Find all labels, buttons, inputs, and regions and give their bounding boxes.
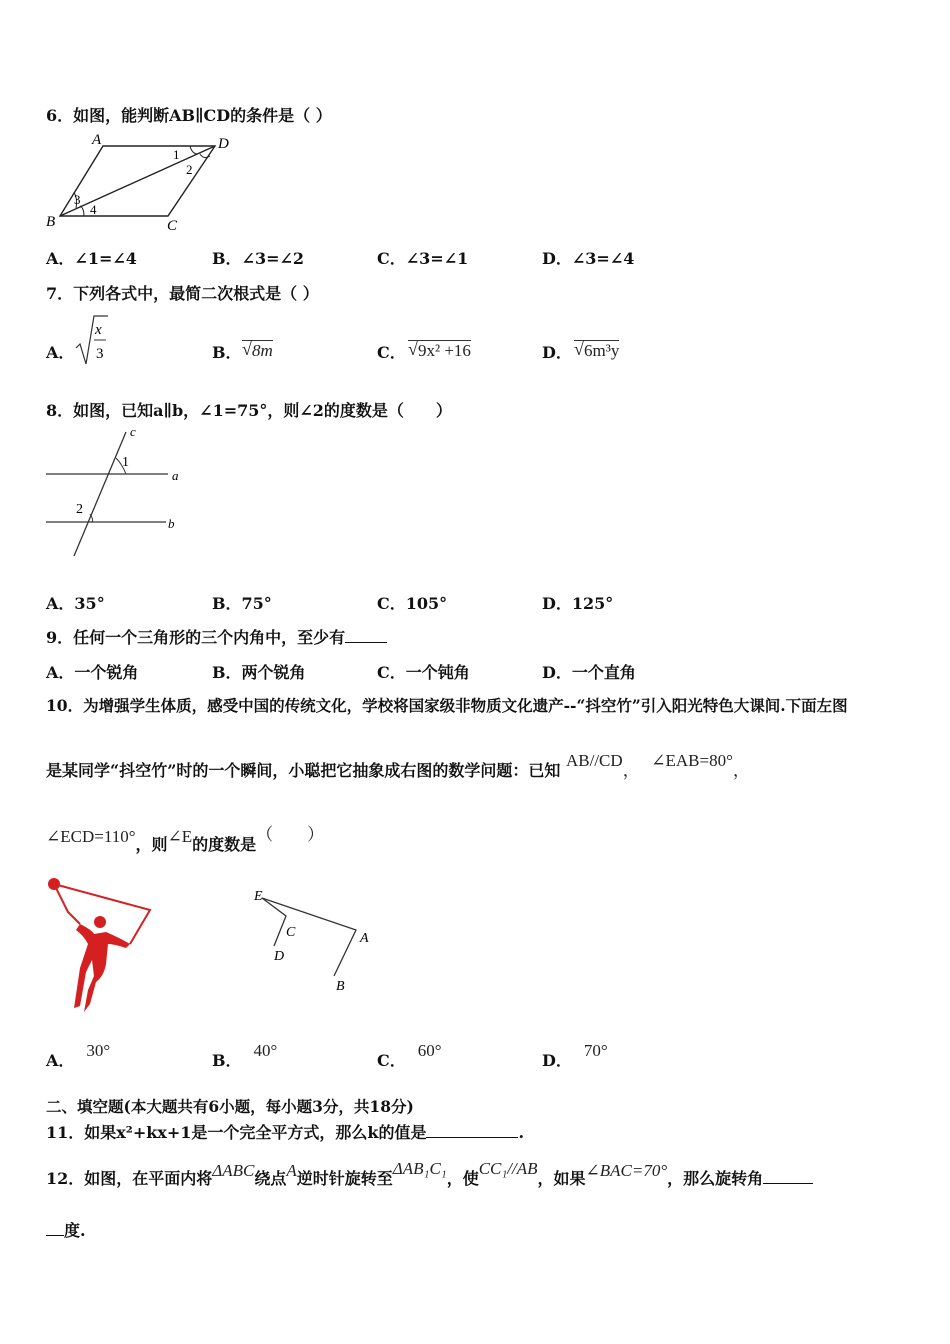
q10-label-D: D (274, 949, 285, 964)
q8-label-a: a (172, 468, 179, 483)
q6-angle-3: 3 (74, 192, 81, 207)
q7-d-radical: √ 6m³y (574, 339, 620, 360)
q6-figure (40, 128, 240, 238)
q12-angle: ∠BAC=70° (585, 1161, 668, 1180)
q8-stem: 8．如图，已知a∥b，∠1=75°，则∠2的度数是（ ） (46, 401, 452, 420)
q9-option-d[interactable]: D．一个直角 (542, 663, 636, 682)
q10-line3: ∠ECD=110°，则∠E的度数是（ ） (46, 825, 325, 854)
q6-option-b[interactable]: B．∠3=∠2 (212, 249, 305, 268)
q8-option-c[interactable]: C．105° (377, 594, 448, 613)
q8-label-b: b (168, 516, 175, 531)
q7-option-b[interactable]: B． (212, 343, 242, 362)
q6-option-d[interactable]: D．∠3=∠4 (542, 249, 635, 268)
q9-option-a[interactable]: A．一个锐角 (46, 663, 139, 682)
q6-angle-2: 2 (186, 162, 193, 177)
q10-option-d[interactable]: D．70° (542, 1041, 608, 1070)
q10-option-c[interactable]: C．60° (377, 1041, 442, 1070)
q12-line2: 度. (46, 1218, 86, 1241)
q7-a-numerator: x (95, 322, 102, 338)
q6-angle-4: 4 (90, 202, 97, 217)
q10-label-E: E (254, 889, 263, 904)
q7-option-c[interactable]: C． (377, 343, 406, 362)
q8-option-d[interactable]: D．125° (542, 594, 614, 613)
q7-b-radical: √ 8m (242, 339, 273, 360)
q11-stem: 11．如果x²+kx+1是一个完全平方式，那么k的值是 . (46, 1123, 525, 1142)
q9-option-b[interactable]: B．两个锐角 (212, 663, 306, 682)
q8-option-b[interactable]: B．75° (212, 594, 272, 613)
q8-label-c: c (130, 424, 136, 439)
q10-option-b[interactable]: B．40° (212, 1041, 278, 1070)
section-2-heading: 二、填空题(本大题共有6小题，每小题3分，共18分) (46, 1097, 414, 1116)
q7-option-d[interactable]: D． (542, 343, 572, 362)
q10-cond3: ∠ECD=110° (46, 827, 136, 846)
q10-angle-e: ∠E (167, 827, 193, 846)
q7-a-radical (72, 312, 112, 368)
q6-label-C: C (167, 218, 178, 234)
q12-stem: 12．如图，在平面内将ΔABC绕点A逆时针旋转至ΔAB₁C₁，使CC₁//AB，如果∠BAC=70°，那么旋转角 (46, 1166, 813, 1189)
q9-option-c[interactable]: C．一个钝角 (377, 663, 470, 682)
q11-blank[interactable] (426, 1123, 518, 1138)
q6-label-A: A (92, 132, 102, 148)
q9-blank[interactable] (345, 628, 387, 643)
q8-option-a[interactable]: A．35° (46, 594, 105, 613)
q7-stem: 7．下列各式中，最简二次根式是（ ） (46, 284, 319, 303)
q8-figure (40, 424, 190, 564)
q6-label-B: B (46, 214, 56, 230)
q10-line2: 是某同学“抖空竹”时的一个瞬间，小聪把它抽象成右图的数学问题：已知 AB//CD， ∠EAB=80°， (46, 751, 750, 780)
q12-blank-2[interactable] (46, 1221, 64, 1236)
q10-label-A: A (360, 931, 369, 946)
q10-photo-figure (40, 872, 160, 1017)
q6-label-D: D (218, 136, 229, 152)
q6-option-c[interactable]: C．∠3=∠1 (377, 249, 469, 268)
q12-condition: CC₁//AB (478, 1159, 538, 1178)
q10-label-B: B (336, 979, 345, 994)
q12-blank-1[interactable] (763, 1169, 813, 1184)
q10-abstract-figure (248, 884, 378, 994)
q12-tri2: ΔAB₁C₁ (392, 1159, 447, 1178)
q10-cond1: AB//CD (566, 751, 623, 770)
q7-a-denominator: 3 (96, 346, 104, 362)
q10-option-a[interactable]: A．30° (46, 1041, 111, 1070)
q6-stem: 6．如图，能判断AB∥CD的条件是（ ） (46, 106, 332, 125)
q7-c-radical: √ 9x² +16 (408, 339, 471, 360)
q8-angle-1: 1 (122, 455, 129, 470)
q8-angle-2: 2 (76, 502, 83, 517)
q12-point-a: A (286, 1161, 297, 1180)
q10-label-C: C (286, 925, 296, 940)
q7-option-a[interactable]: A． (46, 343, 75, 362)
q6-option-a[interactable]: A．∠1=∠4 (46, 249, 137, 268)
q9-stem: 9．任何一个三角形的三个内角中，至少有 (46, 625, 387, 648)
q12-tri1: ΔABC (212, 1161, 255, 1180)
q6-angle-1: 1 (173, 147, 180, 162)
q10-line1: 10．为增强学生体质，感受中国的传统文化，学校将国家级非物质文化遗产--“抖空竹”引入阳光特色大课间.下面左图 (46, 696, 848, 715)
q10-cond2: ∠EAB=80° (651, 751, 733, 770)
